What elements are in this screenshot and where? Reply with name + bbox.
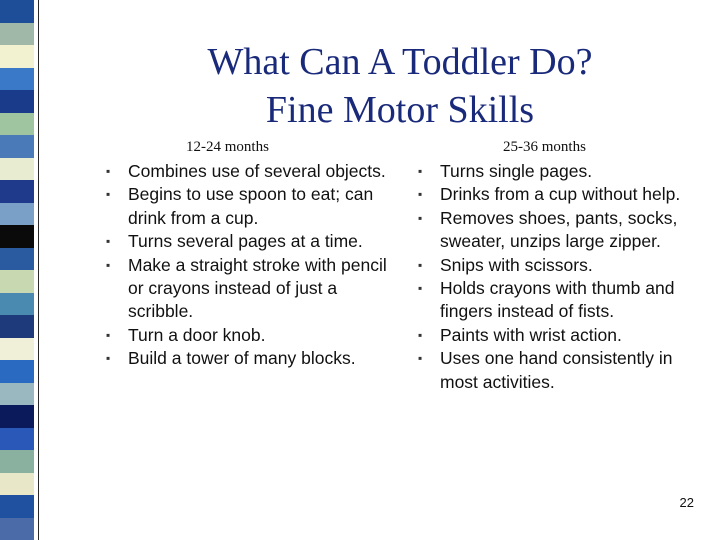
slide-title <box>100 38 700 134</box>
decorative-stripe <box>0 113 34 136</box>
list-item <box>106 347 398 370</box>
right-column <box>418 160 700 394</box>
list-item <box>418 160 700 183</box>
bullet-icon: ▪ <box>418 327 423 342</box>
right-column-heading: 25-36 months <box>503 139 586 155</box>
list-item-text: Combines use of several objects. <box>128 161 386 181</box>
title-line-2: Fine Motor Skills <box>265 89 535 131</box>
list-item-text: Drinks from a cup without help. <box>440 184 681 205</box>
list-item <box>106 254 398 324</box>
list-item <box>106 324 398 347</box>
bullet-icon: ▪ <box>106 257 111 272</box>
list-item-text: Turn a door knob. <box>128 324 266 345</box>
list-item <box>106 160 398 183</box>
left-column-heading: 12-24 months <box>186 139 269 155</box>
decorative-stripe <box>0 180 34 203</box>
decorative-stripe <box>0 473 34 496</box>
bullet-icon: ▪ <box>106 164 111 178</box>
decorative-stripe <box>0 248 34 271</box>
bullet-icon: ▪ <box>106 234 111 249</box>
title-line-1: What Can A Toddler Do? <box>207 41 593 83</box>
bullet-icon: ▪ <box>418 257 423 272</box>
decorative-stripe <box>0 450 34 473</box>
decorative-stripe <box>0 270 34 293</box>
list-item-text: Build a tower of many blocks. <box>128 348 356 369</box>
decorative-stripe <box>0 518 34 540</box>
decorative-stripe <box>0 225 34 248</box>
list-item-text: Removes shoes, pants, socks, sweater, unzips large zipper. <box>440 207 678 252</box>
bullet-icon: ▪ <box>106 327 111 342</box>
bullet-icon: ▪ <box>418 210 423 225</box>
decorative-stripe <box>0 360 34 383</box>
decorative-stripe <box>0 68 34 91</box>
list-item-text: Holds crayons with thumb and fingers instead of fists. <box>440 278 675 322</box>
decorative-stripe <box>0 383 34 406</box>
list-item <box>418 183 700 206</box>
decorative-stripe <box>0 405 34 428</box>
bullet-icon: ▪ <box>418 187 423 202</box>
list-item-text: Paints with wrist action. <box>440 324 622 345</box>
decorative-stripe <box>0 338 34 361</box>
list-item-text: Snips with scissors. <box>440 254 593 275</box>
decorative-stripe <box>0 23 34 46</box>
bullet-icon: ▪ <box>106 351 111 366</box>
decorative-stripe <box>0 203 34 226</box>
page-number: 22 <box>679 495 694 510</box>
list-item <box>418 207 700 254</box>
list-item <box>418 277 700 324</box>
bullet-icon: ▪ <box>106 187 111 202</box>
decorative-stripe <box>0 293 34 316</box>
decorative-stripe <box>0 45 34 68</box>
bullet-icon: ▪ <box>418 164 423 178</box>
decorative-stripe <box>0 428 34 451</box>
list-item <box>418 324 700 347</box>
list-item <box>106 183 398 230</box>
list-item <box>418 254 700 277</box>
list-item-text: Turns single pages. <box>440 161 593 181</box>
list-item-text: Make a straight stroke with pencil or crayons instead of just a scribble. <box>128 254 387 322</box>
vertical-rule <box>38 0 39 540</box>
decorative-stripe <box>0 315 34 338</box>
left-column <box>106 160 398 371</box>
list-item-text: Begins to use spoon to eat; can drink from a cup. <box>128 184 374 228</box>
list-item <box>418 347 700 394</box>
list-item <box>106 230 398 253</box>
decorative-stripe <box>0 135 34 158</box>
decorative-stripe <box>0 90 34 113</box>
decorative-stripe <box>0 495 34 518</box>
decorative-stripe-bar <box>0 0 34 540</box>
decorative-stripe <box>0 158 34 181</box>
decorative-stripe <box>0 0 34 23</box>
list-item-text: Turns several pages at a time. <box>128 231 363 252</box>
bullet-icon: ▪ <box>418 281 423 296</box>
bullet-icon: ▪ <box>418 351 423 366</box>
list-item-text: Uses one hand consistently in most activities. <box>440 348 673 392</box>
